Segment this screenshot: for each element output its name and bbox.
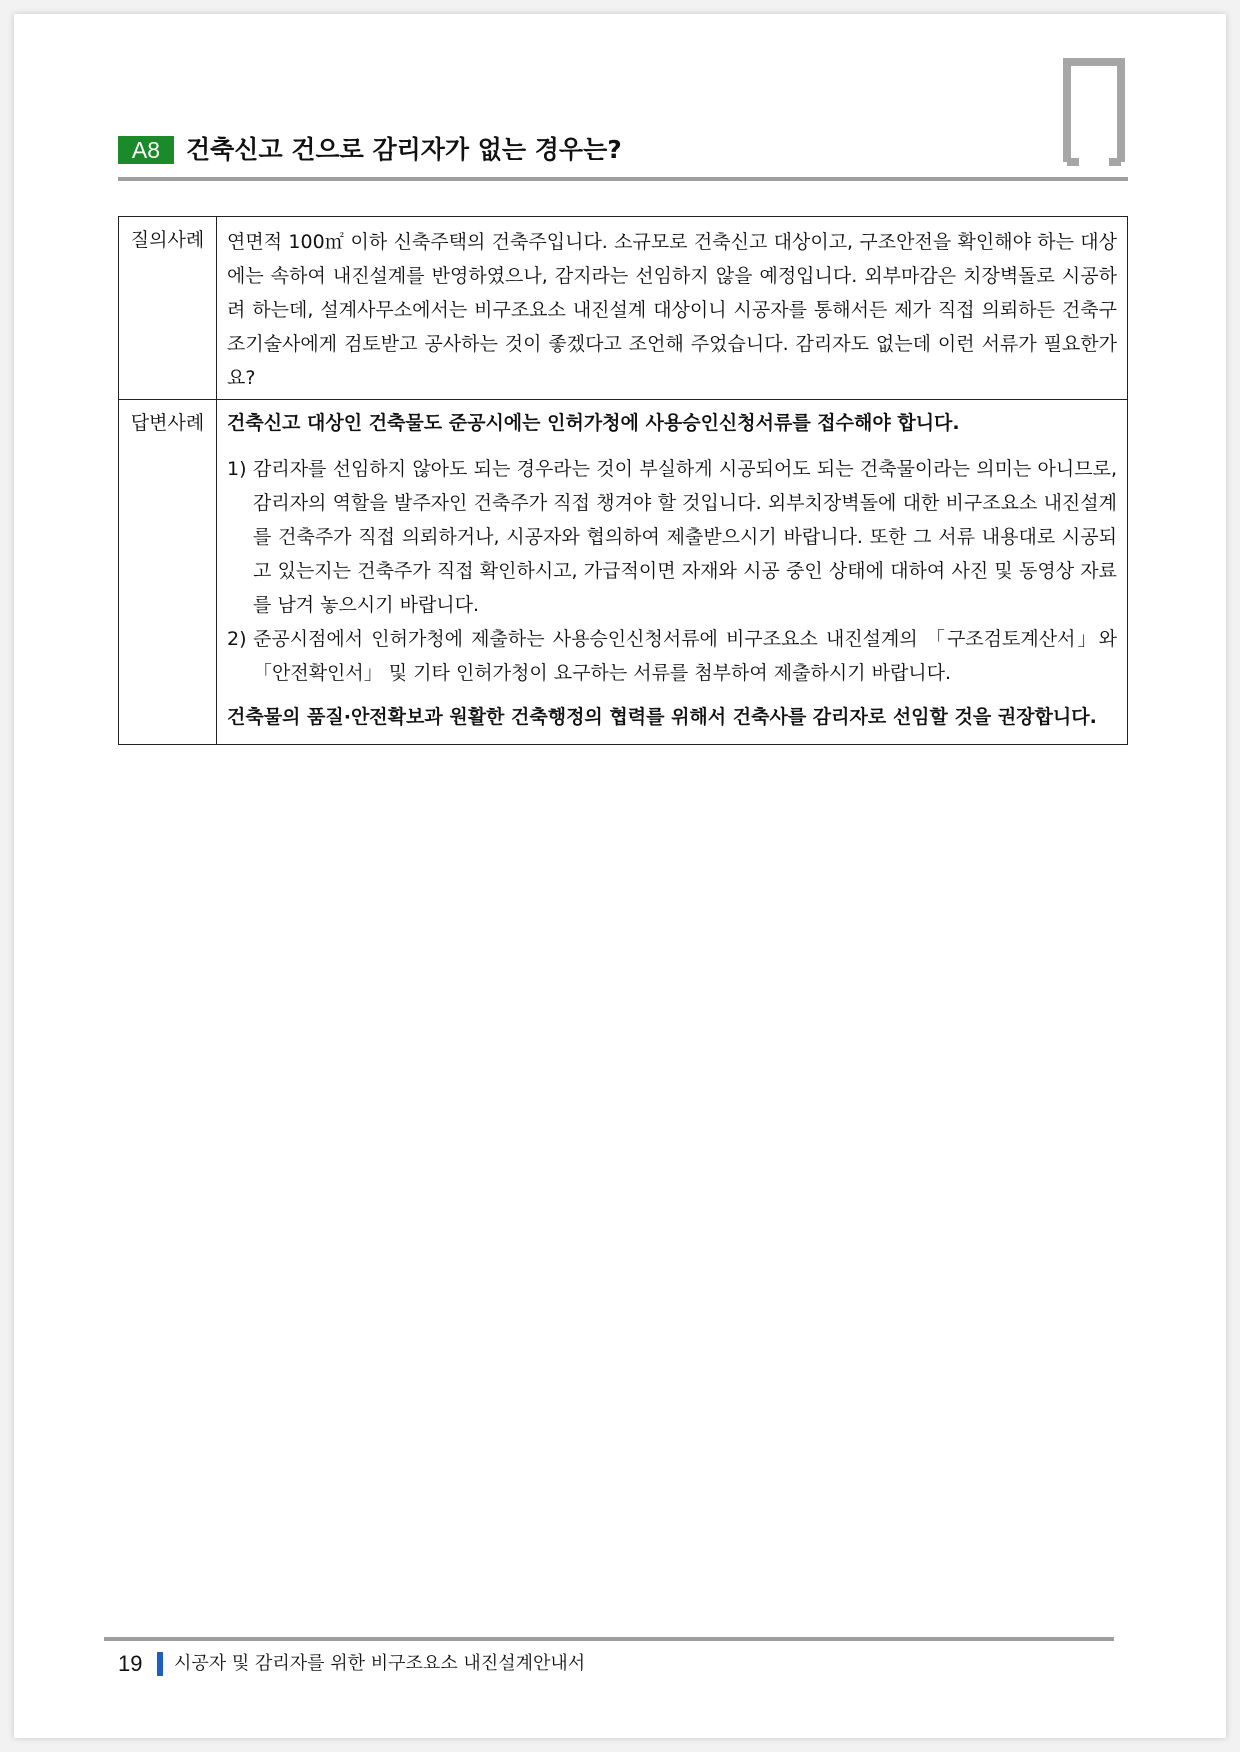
answer-closing: 건축물의 품질·안전확보과 원활한 건축행정의 협력를 위해서 건축사를 감리자로 선임할 것을 권장합니다.	[227, 706, 1097, 728]
question-content	[217, 217, 1128, 400]
question-text: 연면적 100㎡ 이하 신축주택의 건축주입니다. 소규모로 건축신고 대상이고, 구조안전을 확인해야 하는 대상에는 속하여 내진설계를 반영하였으나, 감지라는 선임하지 않을 예정입니다. 외부마감은 치장벽돌로 시공하려 하는데, 설계사무소에서는 비구조요소 내진설계 대상이니 시공자를 통해서든 제가 직접 의뢰하든 건축구조기술사에게 검토받고 공사하는 것이 좋겠다고 조언해 주었습니다. 감리자도 없는데 이런 서류가 필요한가요?	[227, 231, 1117, 389]
answer-lead: 건축신고 대상인 건축물도 준공시에는 인허가청에 사용승인신청서류를 접수해야 합니다.	[227, 412, 960, 434]
answer-content	[217, 400, 1128, 745]
question-title: 건축신고 건으로 감리자가 없는 경우는?	[186, 135, 622, 164]
qa-table	[118, 216, 1128, 745]
answer-item-number: 2)	[227, 628, 247, 650]
footer-divider	[104, 1637, 1114, 1641]
page-number: 19	[118, 1651, 143, 1676]
question-header	[118, 132, 1128, 172]
question-label: 질의사례	[119, 217, 217, 400]
document-page	[14, 14, 1226, 1738]
header-divider	[118, 177, 1128, 181]
answer-item-number: 1)	[227, 458, 247, 480]
question-number-badge: A8	[118, 136, 174, 164]
answer-row	[119, 400, 1128, 745]
answer-label: 답변사례	[119, 400, 217, 745]
footer-marker	[157, 1652, 163, 1676]
footer-document-title: 시공자 및 감리자를 위한 비구조요소 내진설계안내서	[174, 1653, 586, 1674]
answer-item-text: 준공시점에서 인허가청에 제출하는 사용승인신청서류에 비구조요소 내진설계의 「구조검토계산서」와 「안전확인서」 및 기타 인허가청이 요구하는 서류를 첨부하여 제출하시기 바랍니다.	[253, 628, 1117, 684]
answer-item-1	[227, 452, 1117, 622]
question-row	[119, 217, 1128, 400]
answer-item-text: 감리자를 선임하지 않아도 되는 경우라는 것이 부실하게 시공되어도 되는 건축물이라는 의미는 아니므로, 감리자의 역할을 발주자인 건축주가 직접 챙겨야 할 것입니다. 외부치장벽돌에 대한 비구조요소 내진설계를 건축주가 직접 의뢰하거나, 시공자와 협의하여 제출받으시기 바랍니다. 또한 그 서류 내용대로 시공되고 있는지는 건축주가 직접 확인하시고, 가급적이면 자재와 시공 중인 상태에 대하여 사진 및 동영상 자료를 남겨 놓으시기 바랍니다.	[253, 458, 1117, 616]
answer-item-2	[227, 622, 1117, 690]
